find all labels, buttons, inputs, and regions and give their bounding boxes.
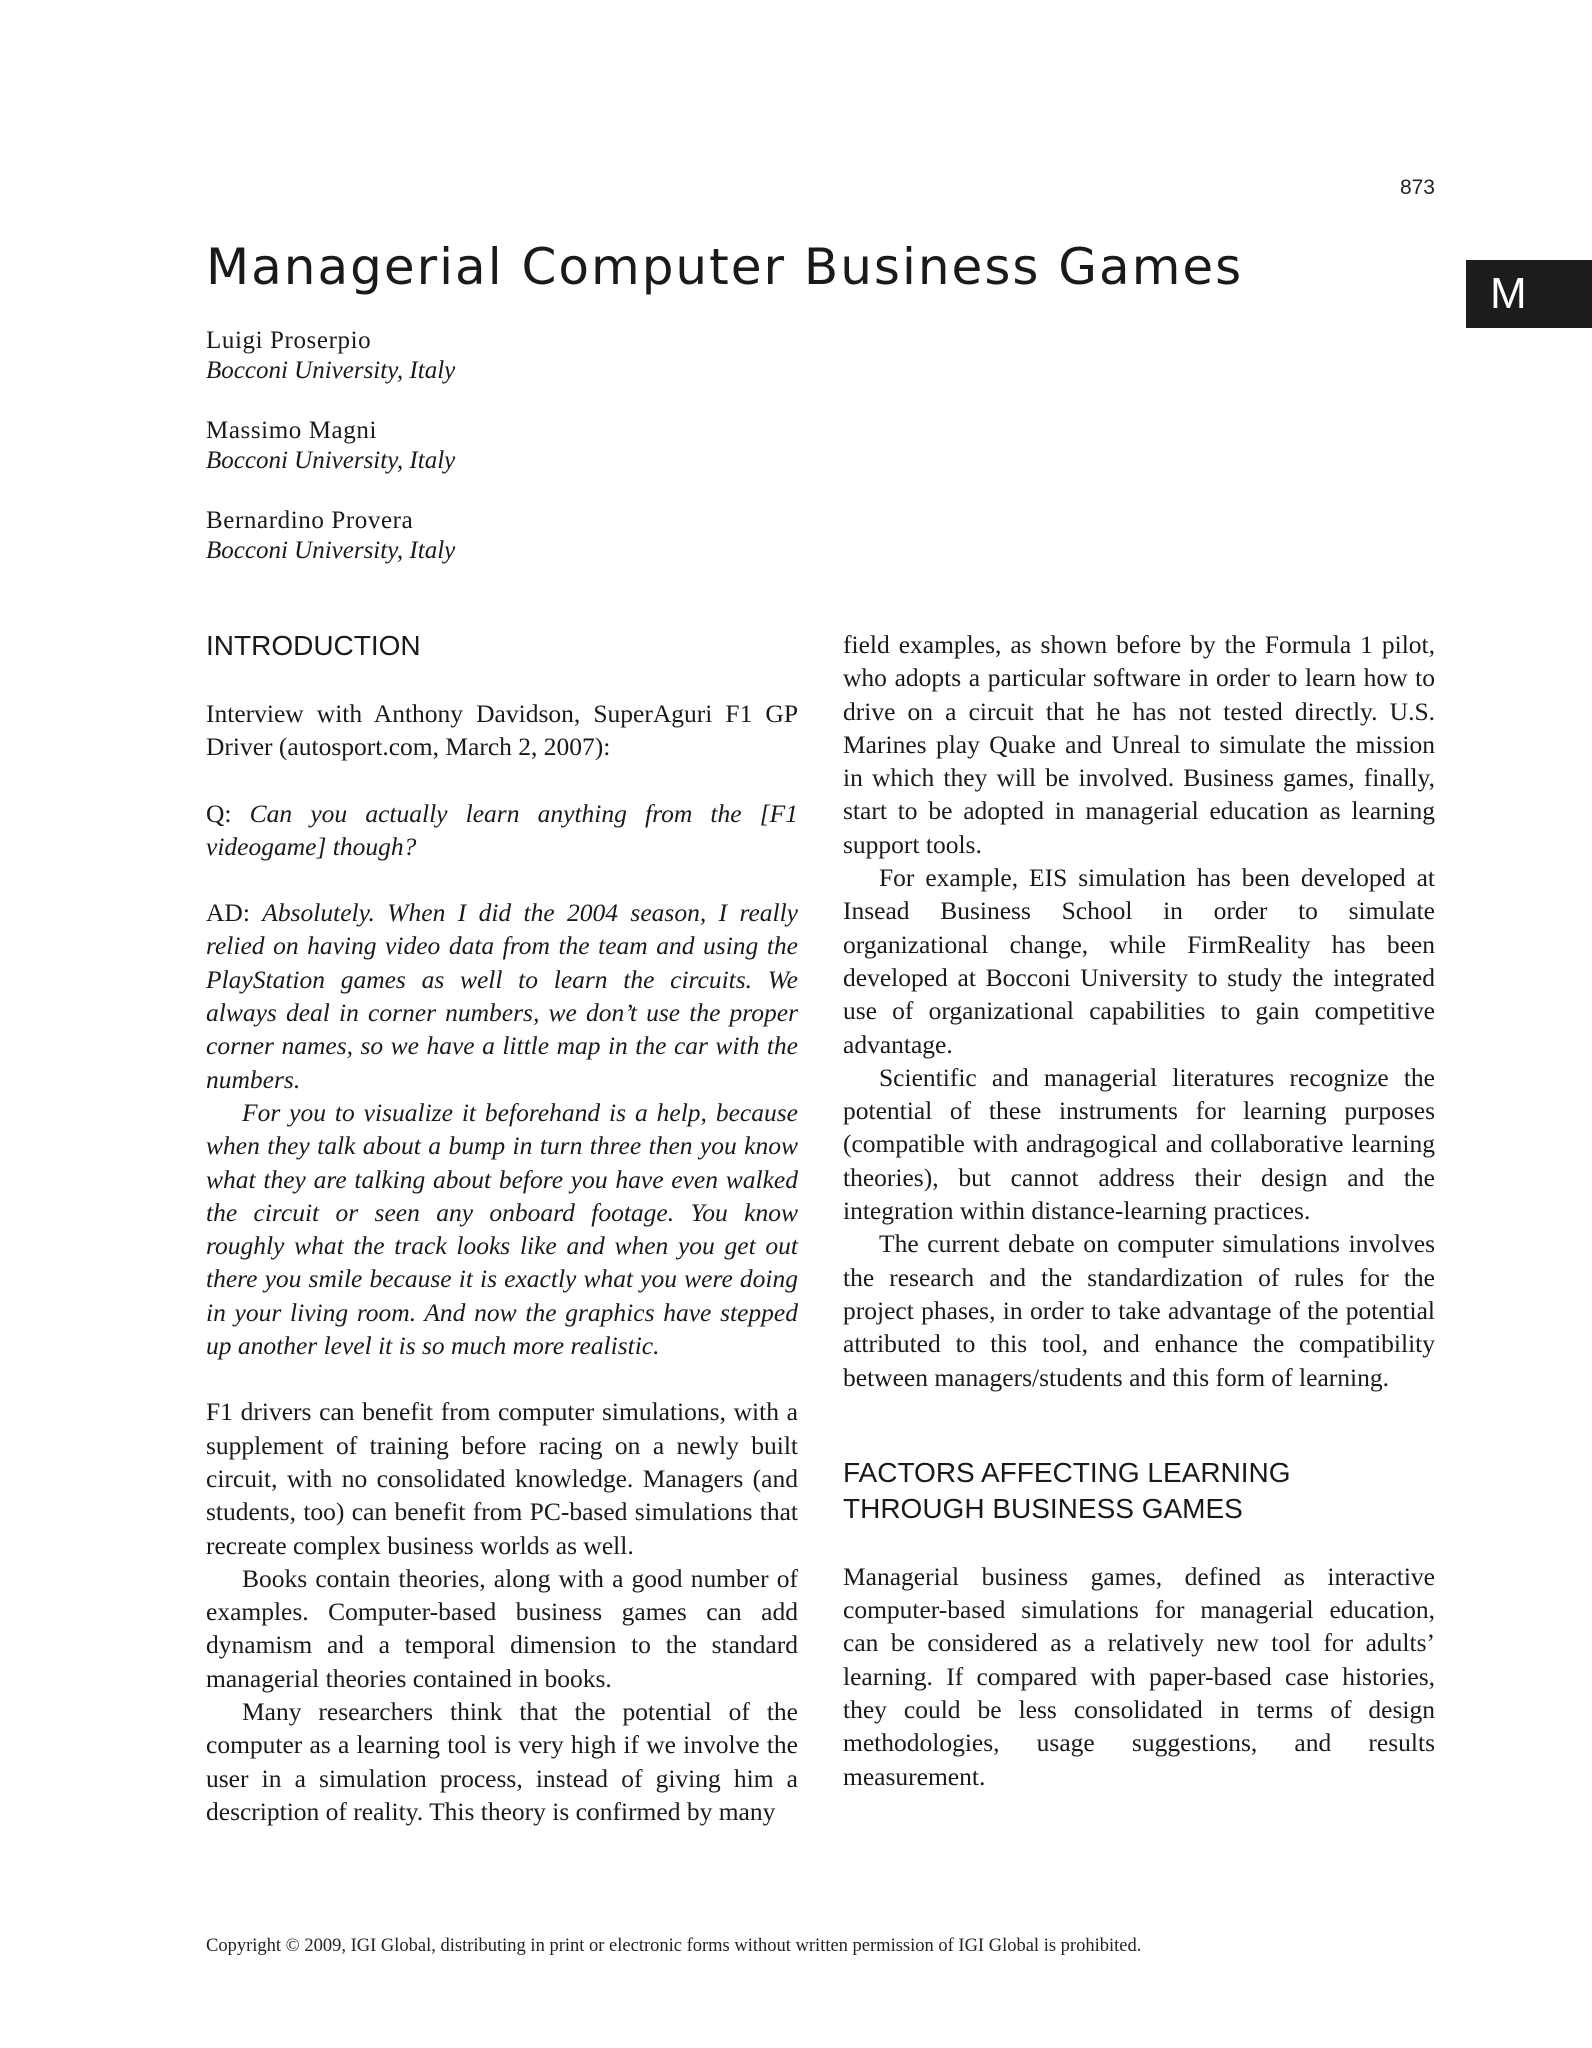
left-column bbox=[206, 628, 798, 1828]
section-heading-introduction: INTRODUCTION bbox=[206, 630, 421, 661]
author-block bbox=[206, 506, 455, 566]
copyright-footer: Copyright © 2009, IGI Global, distributing in print or electronic forms without written permission of IGI Global is prohibited. bbox=[206, 1936, 1142, 1956]
body-paragraph-continued: field examples, as shown before by the Formula 1 pilot, who adopts a particular software in order to learn how to drive on a circuit that he has not tested directly. U.S. Marines play Quake and Unreal to simulate the mission in which they will be involved. Business games, finally, start to be adopted in managerial education as learning support tools. bbox=[843, 630, 1435, 859]
spacer bbox=[843, 1427, 1435, 1455]
body-paragraph: Many researchers think that the potential of the computer as a learning tool is very high if we involve the user in a simulation process, instead of giving him a description of reality. This theory is confirmed by many bbox=[206, 1697, 798, 1826]
spacer bbox=[206, 863, 798, 896]
spacer bbox=[206, 1362, 798, 1395]
section-tab: M bbox=[1466, 260, 1592, 328]
author-name: Luigi Proserpio bbox=[206, 327, 372, 354]
body-paragraph: Books contain theories, along with a good number of examples. Computer-based business games can add dynamism and a temporal dimension to the standard managerial theories contained in books. bbox=[206, 1563, 798, 1693]
author-block bbox=[206, 416, 455, 476]
author-name: Massimo Magni bbox=[206, 417, 377, 444]
right-column bbox=[843, 628, 1435, 1793]
interview-answer-continued: For you to visualize it beforehand is a help, because when they talk about a bump in turn three then you know what they are talking about before you have even walked the circuit or seen any onboard footage. You know roughly what the track looks like and when you get out there you smile because it is exactly what you were doing in your living room. And now the graphics have stepped up another level it is so much more realistic. bbox=[206, 1097, 798, 1361]
interview-answer bbox=[206, 896, 798, 1096]
interview-question bbox=[206, 797, 798, 864]
section-heading-factors: FACTORS AFFECTING LEARNING THROUGH BUSINESS GAMES bbox=[843, 1456, 1291, 1524]
author-name: Bernardino Provera bbox=[206, 507, 414, 534]
page-number: 873 bbox=[1399, 176, 1435, 199]
author-block bbox=[206, 326, 455, 386]
author-list bbox=[206, 326, 455, 596]
spacer bbox=[843, 1394, 1435, 1427]
body-paragraph: For example, EIS simulation has been developed at Insead Business School in order to simulate organizational change, while FirmReality has been developed at Bocconi University to study the integrated use of organizational capabilities to gain competitive advantage. bbox=[843, 863, 1435, 1059]
answer-label: AD: bbox=[206, 898, 250, 928]
article-title: Managerial Computer Business Games bbox=[206, 238, 1244, 296]
spacer bbox=[206, 664, 798, 697]
author-affiliation: Bocconi University, Italy bbox=[206, 357, 456, 384]
answer-text: Absolutely. When I did the 2004 season, I really relied on having video data from the team and using the PlayStation games as well to learn the circuits. We always deal in corner numbers, we don’t use the proper corner names, so we have a little map in the car with the numbers. bbox=[206, 898, 798, 1094]
author-affiliation: Bocconi University, Italy bbox=[206, 537, 456, 564]
body-paragraph: The current debate on computer simulations involves the research and the standardization of rules for the project phases, in order to take advantage of the potential attributed to this tool, and enhance the compatibility between managers/students and this form of learning. bbox=[843, 1229, 1435, 1392]
question-label: Q: bbox=[206, 798, 232, 828]
spacer bbox=[206, 764, 798, 797]
body-paragraph: Managerial business games, defined as interactive computer-based simulations for managerial education, can be considered as a relatively new tool for adults’ learning. If compared with paper-based case histories, they could be less consolidated in terms of design methodologies, usage suggestions, and results measurement. bbox=[843, 1561, 1435, 1791]
body-paragraph: F1 drivers can benefit from computer simulations, with a supplement of training before racing on a newly built circuit, with no consolidated knowledge. Managers (and students, too) can benefit from PC-based simulations that recreate complex business worlds as well. bbox=[206, 1397, 798, 1560]
spacer bbox=[843, 1527, 1435, 1560]
author-affiliation: Bocconi University, Italy bbox=[206, 447, 456, 474]
body-paragraph: Scientific and managerial literatures recognize the potential of these instruments for learning purposes (compatible with andragogical and collaborative learning theories), but cannot address their design and the integration within distance-learning practices. bbox=[843, 1062, 1435, 1226]
interview-lead: Interview with Anthony Davidson, SuperAguri F1 GP Driver (autosport.com, March 2, 2007): bbox=[206, 699, 798, 762]
question-text: Can you actually learn anything from the [F1 videogame] though? bbox=[206, 798, 798, 861]
